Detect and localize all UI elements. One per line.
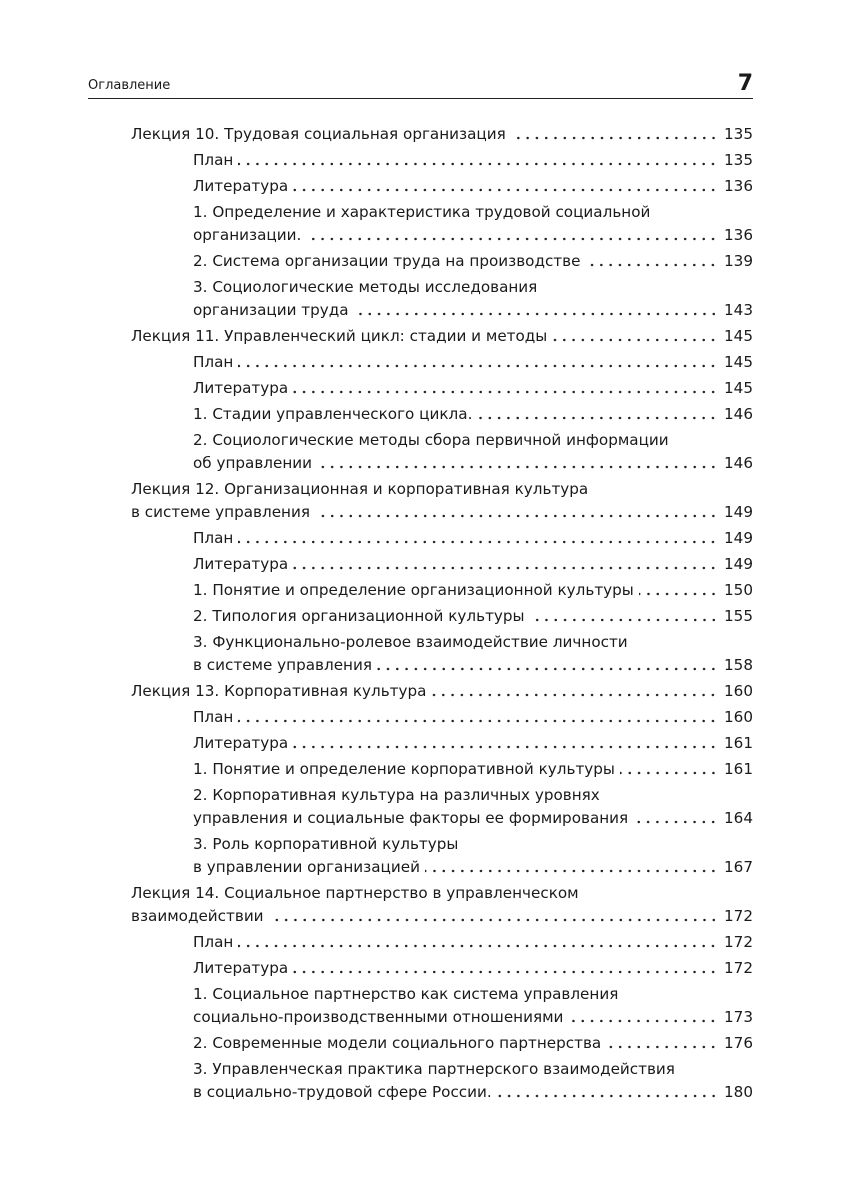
toc-entry-line bbox=[193, 276, 753, 299]
toc-entry-text: 2. Корпоративная культура на различных уровнях bbox=[193, 786, 600, 804]
toc-entry-text: 2. Типология организационной культуры bbox=[193, 607, 525, 625]
toc-entry-line bbox=[193, 452, 753, 475]
toc-entry-text: Лекция 10. Трудовая социальная организация bbox=[131, 125, 506, 143]
toc-entry-line bbox=[131, 325, 753, 348]
toc-entry-text: Литература bbox=[193, 959, 289, 977]
toc-entry-text: План bbox=[193, 708, 234, 726]
toc-entry-text: Литература bbox=[193, 555, 289, 573]
toc-entry-line bbox=[193, 201, 753, 224]
toc-section-entry[interactable] bbox=[131, 732, 753, 755]
toc-entry-text: 3. Роль корпоративной культуры bbox=[193, 835, 459, 853]
dot-leader bbox=[238, 540, 718, 544]
toc-entry-line bbox=[193, 527, 753, 550]
toc-page-number: 173 bbox=[724, 1008, 753, 1026]
toc-entry-line bbox=[131, 905, 753, 928]
running-header bbox=[88, 68, 753, 99]
toc-entry-text: Лекция 13. Корпоративная культура bbox=[131, 682, 427, 700]
dot-leader bbox=[238, 944, 718, 948]
toc-entry-line bbox=[193, 605, 753, 628]
toc-entry-text: План bbox=[193, 353, 234, 371]
dot-leader bbox=[568, 1019, 718, 1023]
toc-entry-text: об управлении bbox=[193, 454, 313, 472]
toc-entry-text: в управлении организацией bbox=[193, 858, 420, 876]
toc-section-entry[interactable] bbox=[131, 276, 753, 322]
toc-entry-line bbox=[193, 149, 753, 172]
toc-entry-text: 3. Социологические методы исследования bbox=[193, 278, 538, 296]
toc-section-entry[interactable] bbox=[131, 784, 753, 830]
toc-entry-text: Литература bbox=[193, 379, 289, 397]
toc-section-entry[interactable] bbox=[131, 983, 753, 1029]
dot-leader bbox=[269, 918, 718, 922]
dot-leader bbox=[585, 263, 718, 267]
toc-entry-line bbox=[193, 1081, 753, 1104]
running-header-title: Оглавление bbox=[88, 78, 171, 93]
toc-lecture-entry[interactable] bbox=[131, 882, 753, 928]
toc-entry-line bbox=[193, 833, 753, 856]
toc-entry-text: Лекция 14. Социальное партнерство в управленческом bbox=[131, 884, 579, 902]
toc-entry-line bbox=[193, 856, 753, 879]
toc-lecture-entry[interactable] bbox=[131, 123, 753, 146]
toc-page-number: 172 bbox=[724, 907, 753, 925]
dot-leader bbox=[552, 338, 718, 342]
toc-section-entry[interactable] bbox=[131, 201, 753, 247]
toc-entry-line bbox=[193, 553, 753, 576]
toc-entry-line bbox=[193, 1032, 753, 1055]
toc-section-entry[interactable] bbox=[131, 149, 753, 172]
dot-leader bbox=[293, 566, 718, 570]
toc-lecture-entry[interactable] bbox=[131, 680, 753, 703]
dot-leader bbox=[497, 1094, 718, 1098]
toc-page-number: 158 bbox=[724, 656, 753, 674]
dot-leader bbox=[477, 416, 718, 420]
dot-leader bbox=[238, 719, 718, 723]
dot-leader bbox=[606, 1045, 718, 1049]
toc-entry-line bbox=[193, 403, 753, 426]
toc-page-number: 145 bbox=[724, 379, 753, 397]
toc-page-number: 145 bbox=[724, 327, 753, 345]
toc-entry-text: 1. Определение и характеристика трудовой социальной bbox=[193, 203, 651, 221]
dot-leader bbox=[431, 693, 718, 697]
toc-entry-text: организации. bbox=[193, 226, 302, 244]
dot-leader bbox=[317, 465, 718, 469]
toc-page-number: 161 bbox=[724, 760, 753, 778]
toc-entry-text: План bbox=[193, 151, 234, 169]
toc-page-number: 180 bbox=[724, 1083, 753, 1101]
toc-entry-line bbox=[193, 351, 753, 374]
toc-entry-line bbox=[193, 224, 753, 247]
toc-section-entry[interactable] bbox=[131, 351, 753, 374]
toc-page-number: 146 bbox=[724, 405, 753, 423]
toc-entry-line bbox=[131, 478, 753, 501]
toc-page-number: 139 bbox=[724, 252, 753, 270]
dot-leader bbox=[293, 188, 718, 192]
toc-page-number: 155 bbox=[724, 607, 753, 625]
toc-page-number: 172 bbox=[724, 933, 753, 951]
toc-entry-text: 1. Социальное партнерство как система управления bbox=[193, 985, 619, 1003]
toc-entry-text: управления и социальные факторы ее формирования bbox=[193, 809, 629, 827]
toc-section-entry[interactable] bbox=[131, 429, 753, 475]
toc-page-number: 135 bbox=[724, 125, 753, 143]
dot-leader bbox=[620, 771, 718, 775]
toc-section-entry[interactable] bbox=[131, 250, 753, 273]
toc-entry-text: 2. Социологические методы сбора первичной информации bbox=[193, 431, 669, 449]
toc-entry-text: Литература bbox=[193, 177, 289, 195]
toc-entry-line bbox=[193, 175, 753, 198]
toc-section-entry[interactable] bbox=[131, 1058, 753, 1104]
toc-entry-line bbox=[193, 1006, 753, 1029]
table-of-contents bbox=[131, 123, 753, 1107]
toc-page-number: 149 bbox=[724, 503, 753, 521]
toc-page-number: 145 bbox=[724, 353, 753, 371]
toc-entry-text: организации труда bbox=[193, 301, 349, 319]
toc-page-number: 149 bbox=[724, 529, 753, 547]
dot-leader bbox=[425, 869, 718, 873]
toc-entry-line bbox=[193, 250, 753, 273]
toc-section-entry[interactable] bbox=[131, 605, 753, 628]
toc-page-number: 150 bbox=[724, 581, 753, 599]
toc-page-number: 136 bbox=[724, 177, 753, 195]
toc-entry-text: 1. Понятие и определение корпоративной культуры bbox=[193, 760, 615, 778]
toc-entry-line bbox=[131, 123, 753, 146]
toc-entry-line bbox=[193, 631, 753, 654]
toc-entry-text: 1. Понятие и определение организационной культуры bbox=[193, 581, 634, 599]
toc-page-number: 167 bbox=[724, 858, 753, 876]
toc-entry-line bbox=[193, 983, 753, 1006]
toc-entry-line bbox=[193, 957, 753, 980]
dot-leader bbox=[293, 390, 718, 394]
toc-entry-text: в социально-трудовой сфере России. bbox=[193, 1083, 492, 1101]
toc-page-number: 172 bbox=[724, 959, 753, 977]
toc-section-entry[interactable] bbox=[131, 758, 753, 781]
dot-leader bbox=[293, 745, 718, 749]
toc-entry-line bbox=[193, 807, 753, 830]
toc-page-number: 164 bbox=[724, 809, 753, 827]
toc-entry-text: 2. Система организации труда на производстве bbox=[193, 252, 581, 270]
toc-entry-line bbox=[193, 579, 753, 602]
toc-section-entry[interactable] bbox=[131, 957, 753, 980]
toc-page-number: 160 bbox=[724, 682, 753, 700]
toc-section-entry[interactable] bbox=[131, 833, 753, 879]
toc-entry-line bbox=[131, 501, 753, 524]
toc-page-number: 149 bbox=[724, 555, 753, 573]
toc-entry-line bbox=[131, 680, 753, 703]
toc-entry-text: Литература bbox=[193, 734, 289, 752]
dot-leader bbox=[293, 970, 718, 974]
dot-leader bbox=[238, 364, 718, 368]
toc-entry-line bbox=[193, 377, 753, 400]
dot-leader bbox=[315, 514, 718, 518]
toc-entry-line bbox=[193, 931, 753, 954]
toc-entry-line bbox=[193, 784, 753, 807]
toc-entry-line bbox=[193, 429, 753, 452]
toc-section-entry[interactable] bbox=[131, 1032, 753, 1055]
toc-entry-line bbox=[193, 706, 753, 729]
dot-leader bbox=[306, 237, 718, 241]
toc-entry-line bbox=[193, 758, 753, 781]
toc-section-entry[interactable] bbox=[131, 579, 753, 602]
toc-entry-line bbox=[193, 732, 753, 755]
toc-entry-text: в системе управления bbox=[193, 656, 372, 674]
toc-entry-text: Лекция 11. Управленческий цикл: стадии и методы bbox=[131, 327, 548, 345]
toc-entry-text: 1. Стадии управленческого цикла. bbox=[193, 405, 473, 423]
toc-section-entry[interactable] bbox=[131, 631, 753, 677]
toc-entry-text: в системе управления bbox=[131, 503, 310, 521]
toc-entry-line bbox=[131, 882, 753, 905]
toc-entry-text: План bbox=[193, 933, 234, 951]
dot-leader bbox=[354, 312, 718, 316]
toc-entry-text: 3. Управленческая практика партнерского взаимодействия bbox=[193, 1060, 675, 1078]
toc-entry-line bbox=[193, 654, 753, 677]
dot-leader bbox=[511, 136, 718, 140]
toc-page-number: 176 bbox=[724, 1034, 753, 1052]
toc-section-entry[interactable] bbox=[131, 706, 753, 729]
toc-section-entry[interactable] bbox=[131, 403, 753, 426]
dot-leader bbox=[633, 820, 718, 824]
toc-entry-text: План bbox=[193, 529, 234, 547]
toc-lecture-entry[interactable] bbox=[131, 478, 753, 524]
toc-entry-text: социально-производственными отношениями bbox=[193, 1008, 564, 1026]
toc-section-entry[interactable] bbox=[131, 175, 753, 198]
toc-page-number: 136 bbox=[724, 226, 753, 244]
toc-page-number: 135 bbox=[724, 151, 753, 169]
toc-lecture-entry[interactable] bbox=[131, 325, 753, 348]
toc-section-entry[interactable] bbox=[131, 377, 753, 400]
toc-section-entry[interactable] bbox=[131, 527, 753, 550]
toc-entry-text: взаимодействии bbox=[131, 907, 264, 925]
toc-section-entry[interactable] bbox=[131, 553, 753, 576]
toc-page-number: 146 bbox=[724, 454, 753, 472]
dot-leader bbox=[238, 162, 718, 166]
toc-page-number: 161 bbox=[724, 734, 753, 752]
dot-leader bbox=[530, 618, 718, 622]
toc-entry-line bbox=[193, 1058, 753, 1081]
toc-entry-text: 2. Современные модели социального партнерства bbox=[193, 1034, 602, 1052]
page-number: 7 bbox=[737, 71, 753, 96]
toc-entry-text: Лекция 12. Организационная и корпоративная культура bbox=[131, 480, 589, 498]
toc-page-number: 143 bbox=[724, 301, 753, 319]
dot-leader bbox=[377, 667, 718, 671]
toc-entry-text: 3. Функционально-ролевое взаимодействие личности bbox=[193, 633, 628, 651]
dot-leader bbox=[639, 592, 718, 596]
toc-page-number: 160 bbox=[724, 708, 753, 726]
toc-entry-line bbox=[193, 299, 753, 322]
toc-section-entry[interactable] bbox=[131, 931, 753, 954]
